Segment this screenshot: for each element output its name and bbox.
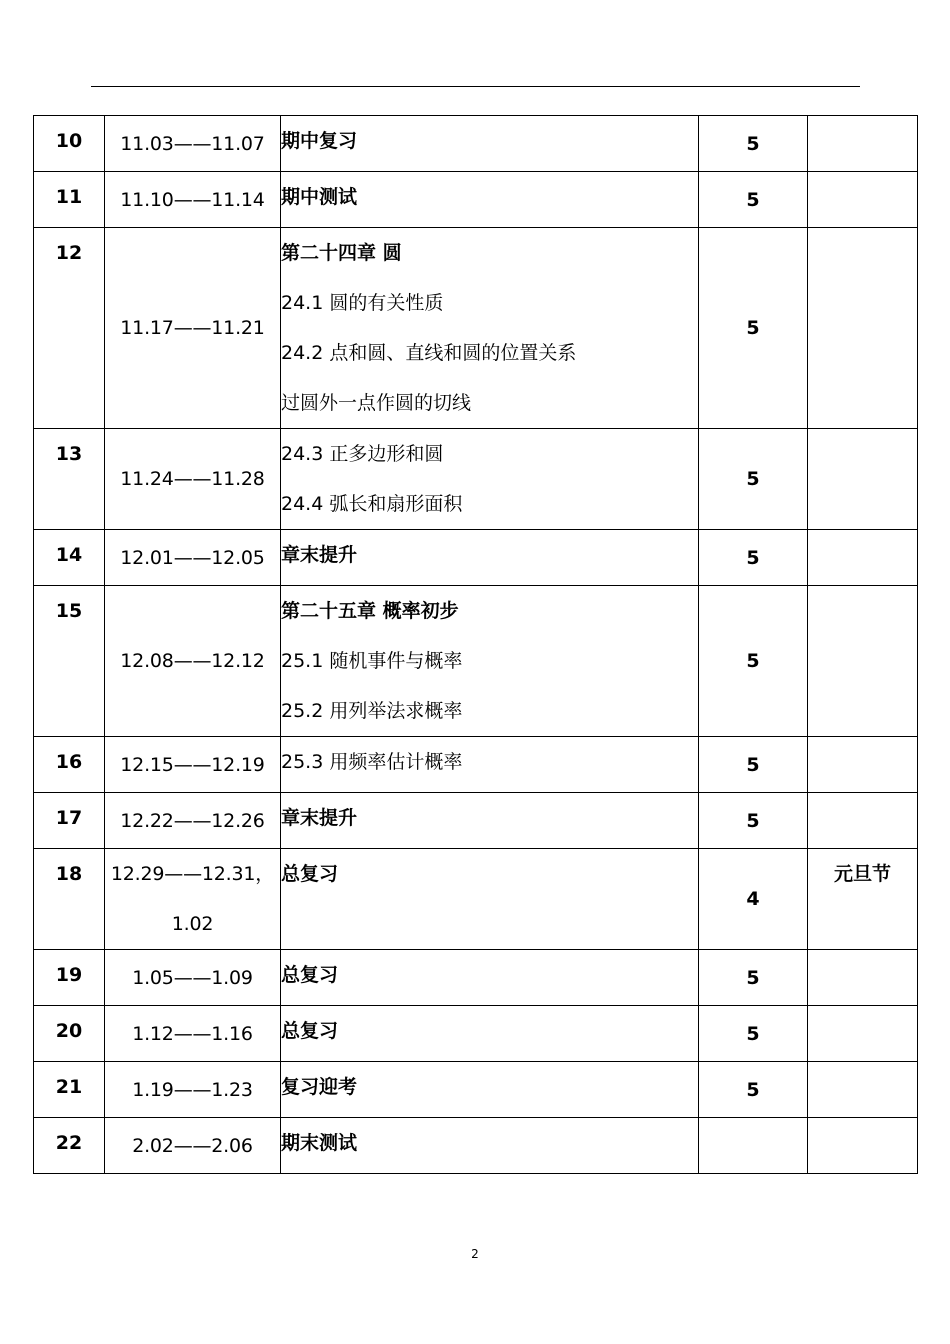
class-hours: 5 [699, 228, 808, 429]
class-hours: 5 [699, 737, 808, 793]
content-cell [281, 586, 699, 737]
content-line: 24.4 弧长和扇形面积 [281, 493, 463, 515]
content-line: 第二十五章 概率初步 [281, 600, 459, 622]
content-line: 25.1 随机事件与概率 [281, 650, 463, 672]
content-line: 期中测试 [281, 186, 358, 208]
table-row [34, 1062, 918, 1118]
content-line: 过圆外一点作圆的切线 [281, 392, 472, 414]
date-line: 11.03——11.07 [120, 132, 265, 155]
date-range [105, 586, 281, 737]
remark [808, 116, 918, 172]
header-rule [91, 86, 860, 87]
table-row [34, 172, 918, 228]
date-line: 12.08——12.12 [120, 650, 265, 672]
class-hours: 5 [699, 429, 808, 530]
content-line: 章末提升 [281, 544, 358, 566]
remark [808, 1006, 918, 1062]
content-cell [281, 116, 699, 172]
content-cell [281, 1118, 699, 1174]
week-number: 20 [34, 1006, 105, 1062]
content-line: 第二十四章 圆 [281, 242, 402, 264]
week-number: 17 [34, 793, 105, 849]
class-hours: 5 [699, 586, 808, 737]
content-line: 章末提升 [281, 807, 358, 829]
week-number: 22 [34, 1118, 105, 1174]
content-line: 期末测试 [281, 1132, 358, 1154]
week-number: 12 [34, 228, 105, 429]
date-line: 1.05——1.09 [132, 966, 253, 989]
content-line: 总复习 [281, 863, 339, 885]
content-cell [281, 530, 699, 586]
content-cell [281, 1062, 699, 1118]
table-row [34, 1006, 918, 1062]
date-line: 12.29——12.31， [110, 863, 275, 885]
date-line: 12.22——12.26 [120, 809, 265, 832]
date-line: 12.01——12.05 [120, 546, 265, 569]
remark [808, 1062, 918, 1118]
table-row [34, 429, 918, 530]
content-cell [281, 849, 699, 950]
content-cell [281, 1006, 699, 1062]
week-number: 15 [34, 586, 105, 737]
table-row [34, 530, 918, 586]
date-range [105, 1062, 281, 1118]
remark [808, 586, 918, 737]
class-hours: 4 [699, 849, 808, 950]
class-hours: 5 [699, 116, 808, 172]
date-line: 1.19——1.23 [132, 1078, 253, 1101]
class-hours: 5 [699, 950, 808, 1006]
week-number: 16 [34, 737, 105, 793]
table-row [34, 586, 918, 737]
content-cell [281, 228, 699, 429]
content-cell [281, 172, 699, 228]
content-line: 25.3 用频率估计概率 [281, 751, 463, 773]
class-hours: 5 [699, 1006, 808, 1062]
date-line: 2.02——2.06 [132, 1134, 253, 1157]
content-line: 总复习 [281, 964, 339, 986]
date-range [105, 950, 281, 1006]
week-number: 21 [34, 1062, 105, 1118]
date-line: 11.17——11.21 [120, 317, 265, 339]
date-range [105, 429, 281, 530]
week-number: 10 [34, 116, 105, 172]
content-line: 期中复习 [281, 130, 358, 152]
content-cell [281, 737, 699, 793]
week-number: 19 [34, 950, 105, 1006]
content-line: 24.1 圆的有关性质 [281, 292, 444, 314]
remark [808, 950, 918, 1006]
week-number: 18 [34, 849, 105, 950]
remark [808, 737, 918, 793]
content-line: 25.2 用列举法求概率 [281, 700, 463, 722]
week-number: 11 [34, 172, 105, 228]
table-row [34, 793, 918, 849]
table-row [34, 228, 918, 429]
remark [808, 793, 918, 849]
content-line: 复习迎考 [281, 1076, 358, 1098]
date-line: 11.24——11.28 [120, 468, 265, 490]
date-range [105, 172, 281, 228]
date-line: 1.12——1.16 [132, 1022, 253, 1045]
week-number: 13 [34, 429, 105, 530]
table-row [34, 116, 918, 172]
remark: 元旦节 [808, 849, 918, 950]
date-range [105, 737, 281, 793]
schedule-body [34, 116, 918, 1174]
remark [808, 228, 918, 429]
class-hours: 5 [699, 793, 808, 849]
table-row [34, 950, 918, 1006]
date-range [105, 849, 281, 950]
date-line: 12.15——12.19 [120, 753, 265, 776]
content-cell [281, 793, 699, 849]
class-hours: 5 [699, 530, 808, 586]
date-range [105, 530, 281, 586]
remark [808, 530, 918, 586]
date-line: 11.10——11.14 [120, 188, 265, 211]
date-range [105, 1006, 281, 1062]
date-line: 1.02 [171, 913, 214, 935]
date-range [105, 116, 281, 172]
remark [808, 172, 918, 228]
remark [808, 429, 918, 530]
class-hours [699, 1118, 808, 1174]
table-row [34, 1118, 918, 1174]
content-line: 24.3 正多边形和圆 [281, 443, 444, 465]
class-hours: 5 [699, 1062, 808, 1118]
teaching-schedule-table [33, 115, 918, 1174]
date-range [105, 793, 281, 849]
date-range [105, 228, 281, 429]
content-cell [281, 429, 699, 530]
date-range [105, 1118, 281, 1174]
table-row [34, 849, 918, 950]
content-line: 总复习 [281, 1020, 339, 1042]
table-row [34, 737, 918, 793]
week-number: 14 [34, 530, 105, 586]
page-number: 2 [471, 1247, 479, 1261]
class-hours: 5 [699, 172, 808, 228]
content-cell [281, 950, 699, 1006]
content-line: 24.2 点和圆、直线和圆的位置关系 [281, 342, 577, 364]
remark [808, 1118, 918, 1174]
